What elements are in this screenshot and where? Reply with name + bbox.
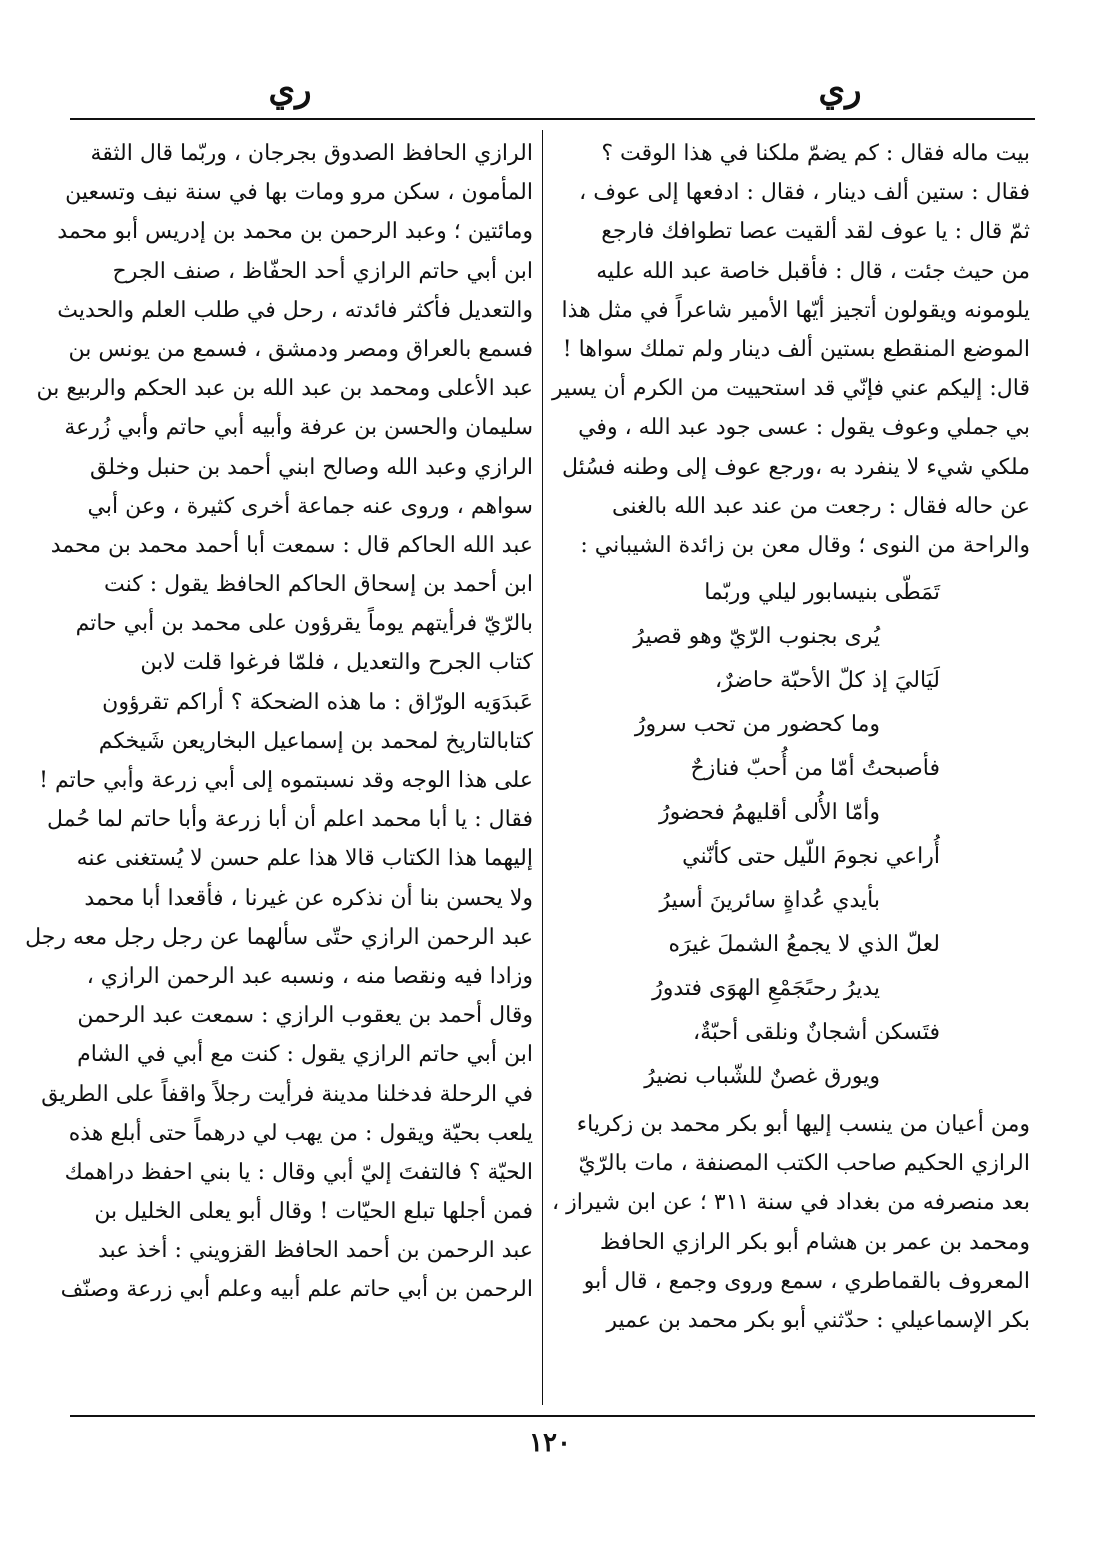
verse-second-hemistich: ويورق غصنٌ للشّباب نضيرُ — [644, 1064, 880, 1090]
text-line: فقال : ستين ألف دينار ، فقال : ادفعها إلى عوف ، — [579, 180, 1030, 206]
text-line: عَبدَوَيه الورّاق : ما هذه الضحكة ؟ أراكم تقرؤون — [102, 689, 533, 715]
verse-first-hemistich: لَيَاليَ إذ كلّ الأحبّة حاضرٌ، — [714, 668, 940, 694]
right-text-column — [552, 134, 1030, 1340]
text-line: يلعب بحيّة ويقول : من يهب لي درهماً حتى أبلع هذه — [68, 1120, 533, 1146]
verse-first-hemistich: تَمَطّى بنيسابور ليلي وربّما — [704, 580, 940, 606]
poem-verse — [575, 923, 1030, 1011]
poem-verse — [575, 659, 1030, 747]
text-line: عبد الأعلى ومحمد بن عبد الله بن عبد الحكم والربيع بن — [36, 376, 533, 402]
footer-rule — [70, 1415, 1035, 1417]
text-line: فقال : يا أبا محمد اعلم أن أبا زرعة وأبا حاتم لما حُمل — [47, 807, 533, 833]
column-divider — [542, 130, 543, 1405]
text-line: ثمّ قال : يا عوف لقد ألقيت عصا تطوافك فارجع — [601, 219, 1030, 245]
text-line: عن حاله فقال : رجعت من عند عبد الله بالغنى — [612, 493, 1030, 519]
text-line: كتابالتاريخ لمحمد بن إسماعيل البخاريعن شَيخكم — [98, 728, 533, 754]
text-line: الحيّة ؟ فالتفتَ إليّ أبي وقال : يا بني احفظ دراهمك — [64, 1159, 533, 1185]
poem-verse — [575, 747, 1030, 835]
text-line: بيت ماله فقال : كم يضمّ ملكنا في هذا الوقت ؟ — [601, 141, 1030, 166]
text-line: بكر الإسماعيلي : حدّثني أبو بكر محمد بن عمير — [606, 1308, 1030, 1333]
text-line: بي جملي وعوف يقول : عسى جود عبد الله ، وفي — [578, 415, 1030, 441]
text-line: الموضع المنقطع بستين ألف دينار ولم تملك سواها ! — [562, 336, 1030, 362]
left-text-column — [25, 134, 533, 1310]
text-line: كتاب الجرح والتعديل ، فلمّا فرغوا قلت لابن — [140, 650, 533, 676]
running-header-left: ري — [268, 70, 312, 110]
page-number: ١٢٠ — [529, 1428, 571, 1458]
text-line: يلومونه ويقولون أتجيز أيّها الأمير شاعراً في مثل هذا — [561, 297, 1030, 323]
text-line: في الرحلة فدخلنا مدينة فرأيت رجلاً واقفاً على الطريق — [41, 1081, 533, 1107]
text-line: الرازي الحكيم صاحب الكتب المصنفة ، مات بالرّيّ — [578, 1151, 1030, 1177]
text-line: وزادا فيه ونقصا منه ، ونسبه عبد الرحمن الرازي ، — [86, 963, 533, 989]
poem-verse — [575, 835, 1030, 923]
text-line: ومائتين ؛ وعبد الرحمن بن محمد بن إدريس أبو محمد — [57, 219, 533, 245]
text-line: فسمع بالعراق ومصر ودمشق ، فسمع من يونس بن — [68, 336, 533, 362]
text-line: على هذا الوجه وقد نسبتموه إلى أبي زرعة وأبي حاتم ! — [39, 768, 533, 793]
verse-first-hemistich: فأصبحتُ أمّا من أُحبّ فنازحٌ — [690, 756, 940, 782]
text-line: ابن أحمد بن إسحاق الحاكم الحافظ يقول : كنت — [104, 572, 533, 598]
text-line: والتعديل فأكثر فائدته ، رحل في طلب العلم والحديث — [57, 297, 533, 323]
text-line: المعروف بالقماطري ، سمع وروى وجمع ، قال أبو — [583, 1268, 1030, 1294]
text-line: ابن أبي حاتم الرازي يقول : كنت مع أبي في الشام — [77, 1042, 533, 1068]
text-line: ابن أبي حاتم الرازي أحد الحفّاظ ، صنف الجرح — [112, 258, 533, 284]
text-line: وقال أحمد بن يعقوب الرازي : سمعت عبد الرحمن — [77, 1003, 533, 1029]
text-line: ومن أعيان من ينسب إليها أبو بكر محمد بن زكرياء — [576, 1112, 1030, 1138]
text-line: سليمان والحسن بن عرفة وأبيه أبي حاتم وأبي زُرعة — [64, 415, 533, 441]
text-line: قال: إليكم عني فإنّي قد استحييت من الكرم أن يسير — [552, 376, 1030, 402]
verse-first-hemistich: أُراعي نجومَ اللّيل حتى كأنّني — [682, 844, 940, 870]
poem-verse — [575, 1011, 1030, 1099]
text-line: عبد الله الحاكم قال : سمعت أبا أحمد محمد بن محمد — [50, 532, 533, 558]
text-line: الرحمن بن أبي حاتم علم أبيه وعلم أبي زرعة وصنّف — [60, 1277, 533, 1303]
text-line: ملكي شيء لا ينفرد به ،ورجع عوف إلى وطنه فسُئل — [561, 454, 1030, 480]
verse-second-hemistich: وما كحضور من تحب سرورُ — [634, 712, 880, 738]
text-line: الرازي الحافظ الصدوق بجرجان ، وربّما قال الثقة — [90, 141, 533, 166]
text-line: سواهم ، وروى عنه جماعة أخرى كثيرة ، وعن أبي — [87, 493, 533, 519]
verse-first-hemistich: فتَسكن أشجانٌ ونلقى أحبّةٌ، — [692, 1020, 940, 1046]
verse-second-hemistich: يُرى بجنوب الرّيّ وهو قصيرُ — [633, 624, 880, 650]
text-line: الرازي وعبد الله وصالح ابني أحمد بن حنبل وخلق — [89, 454, 533, 480]
text-line: ولا يحسن بنا أن نذكره عن غيرنا ، فأقعدا أبا محمد — [84, 885, 533, 911]
running-header-right: ري — [818, 70, 862, 110]
text-line: بعد منصرفه من بغداد في سنة ٣١١ ؛ عن ابن شيراز ، — [552, 1190, 1030, 1216]
header-rule — [70, 118, 1035, 120]
verse-second-hemistich: يديرُ رحىًجَمْعِ الهوَى فتدورُ — [652, 976, 880, 1002]
verse-second-hemistich: بأيدي عُداةٍ سائرينَ أسيرُ — [659, 888, 880, 914]
poem-block — [575, 571, 1030, 1099]
text-line: عبد الرحمن بن أحمد الحافظ القزويني : أخذ عبد — [97, 1238, 533, 1264]
text-line: فمن أجلها تبلع الحيّات ! وقال أبو يعلى الخليل بن — [94, 1199, 533, 1225]
text-line: بالرّيّ فرأيتهم يوماً يقرؤون على محمد بن أبي حاتم — [75, 611, 533, 637]
text-line: إليهما هذا الكتاب قالا هذا علم حسن لا يُستغنى عنه — [76, 846, 533, 872]
text-line: ومحمد بن عمر بن هشام أبو بكر الرازي الحافظ — [599, 1229, 1030, 1255]
text-line: والراحة من النوى ؛ وقال معن بن زائدة الشيباني : — [580, 532, 1030, 558]
text-line: عبد الرحمن الرازي حتّى سألهما عن رجل رجل معه رجل — [25, 924, 533, 950]
verse-first-hemistich: لعلّ الذي لا يجمعُ الشملَ غيرَه — [668, 932, 940, 958]
poem-verse — [575, 571, 1030, 659]
verse-second-hemistich: وأمّا الأُلى أقليهمُ فحضورُ — [658, 800, 880, 826]
text-line: المأمون ، سكن مرو ومات بها في سنة نيف وتسعين — [65, 180, 533, 206]
text-line: من حيث جئت ، قال : فأقبل خاصة عبد الله عليه — [596, 258, 1030, 284]
